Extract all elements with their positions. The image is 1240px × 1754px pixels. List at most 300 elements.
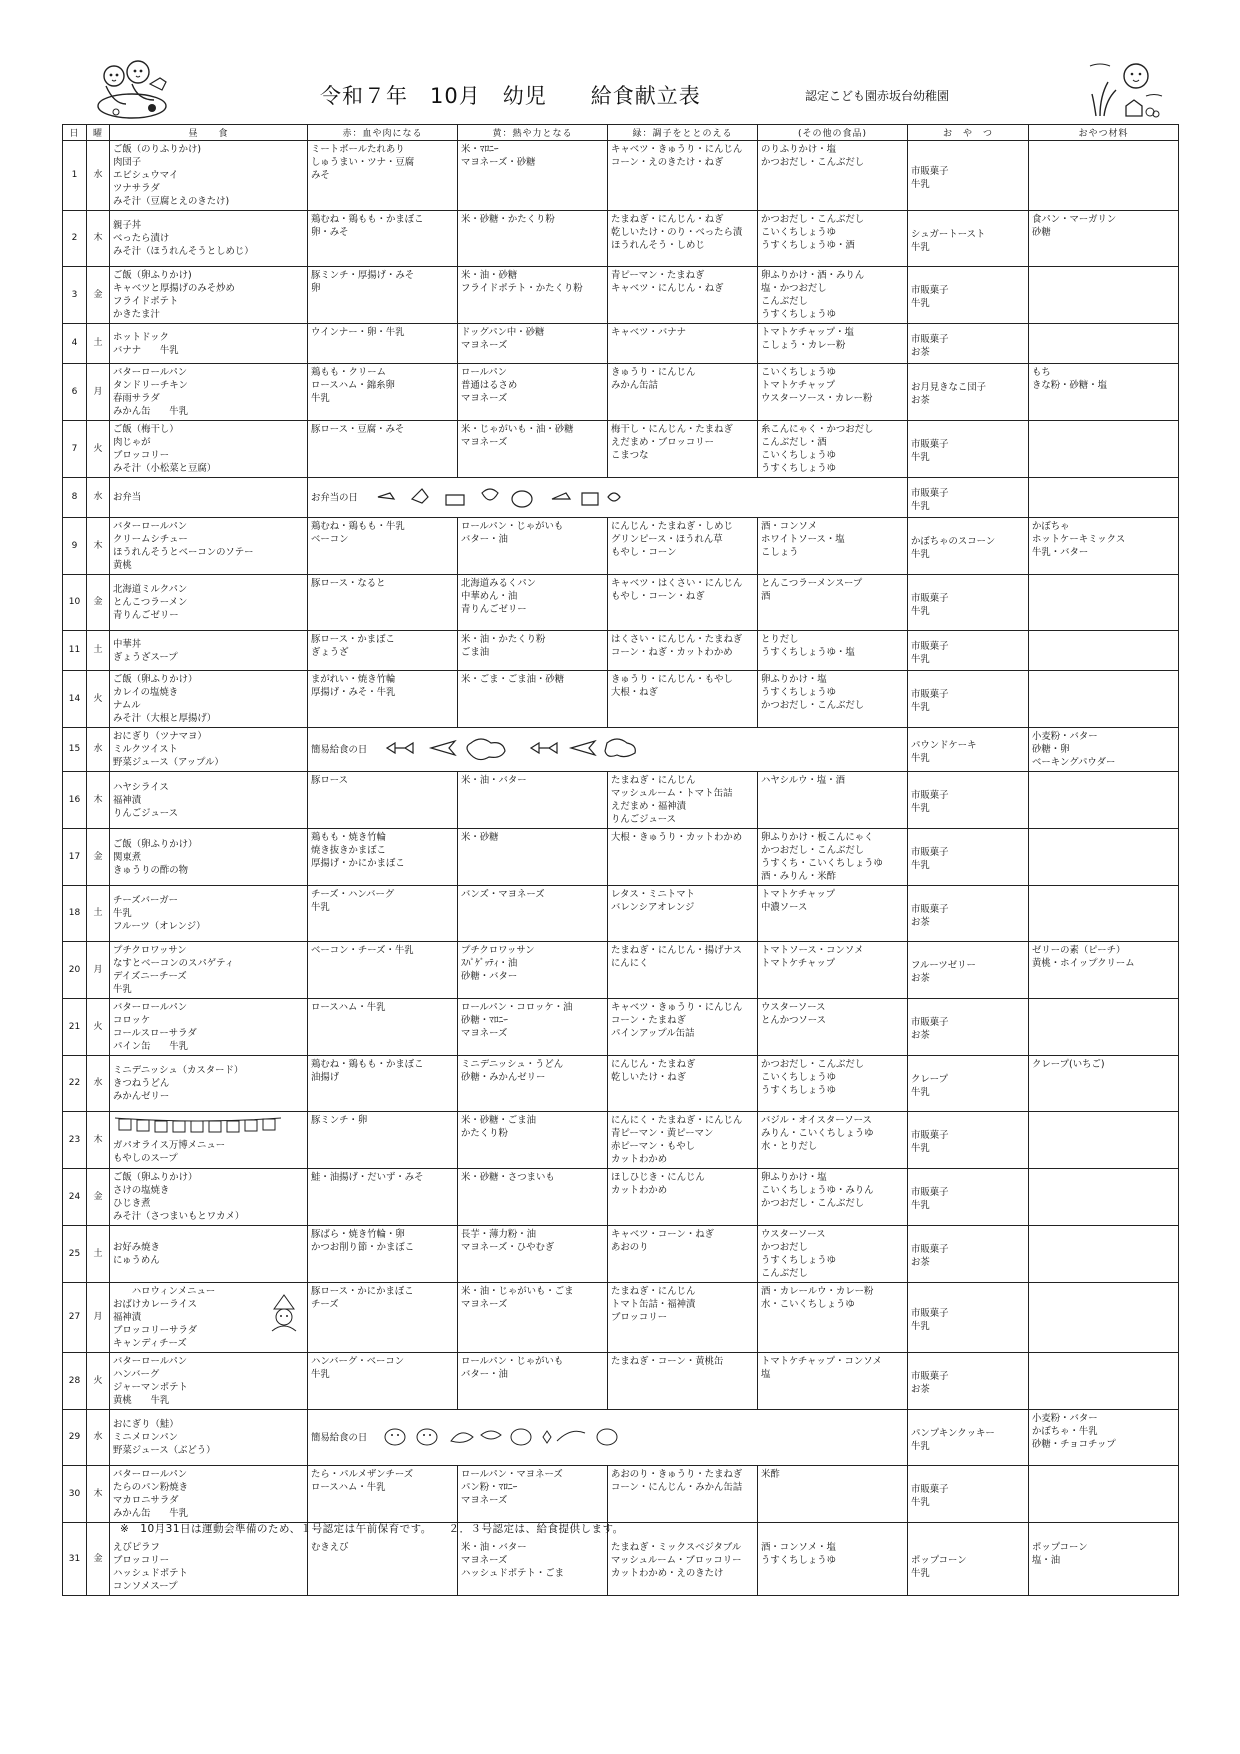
menu-table <box>62 124 1179 1596</box>
day-of-week: 水 <box>87 478 110 518</box>
green-foods-text: にんじん・たまねぎ 乾しいたけ・ねぎ <box>611 1059 696 1083</box>
red-foods-text: 豚ロース <box>311 775 349 786</box>
yellow-foods-text: 米・砂糖・かたくり粉 <box>461 214 555 225</box>
red-foods-text: むきえび <box>311 1542 349 1553</box>
col-header-snack: お や つ <box>908 125 1029 141</box>
lunch-menu <box>110 518 308 575</box>
day-date: 23 <box>63 1112 87 1169</box>
menu-row <box>63 211 1179 267</box>
menu-row <box>63 364 1179 421</box>
snack-ingredients: 食パン・マーガリン 砂糖 <box>1029 211 1179 267</box>
yellow-foods-text: ミニデニッシュ・うどん 砂糖・みかんゼリー <box>461 1059 564 1083</box>
yellow-group-foods <box>458 1283 608 1353</box>
children-illustration <box>92 54 172 122</box>
lunch-menu <box>110 211 308 267</box>
snack-ingredients: 小麦粉・バター 砂糖・卵 ベーキングパウダー <box>1029 728 1179 772</box>
day-date: 6 <box>63 364 87 421</box>
yellow-foods-text: 米・砂糖・ごま油 かたくり粉 <box>461 1115 537 1139</box>
special-day-label: 簡易給食の日 <box>311 744 368 755</box>
day-date: 7 <box>63 421 87 478</box>
lunch-text: バターロールパン コロッケ コールスローサラダ パイン缶 牛乳 <box>113 1002 197 1052</box>
menu-row <box>63 886 1179 942</box>
day-of-week: 水 <box>87 1410 110 1466</box>
day-of-week: 火 <box>87 1353 110 1410</box>
snack-name: 市販菓子 牛乳 <box>908 1169 1029 1226</box>
day-of-week: 火 <box>87 421 110 478</box>
green-group-foods <box>608 1169 758 1226</box>
red-group-foods <box>308 829 458 886</box>
menu-row <box>63 478 1179 518</box>
lunch-menu <box>110 1466 308 1523</box>
other-group-foods <box>758 1466 908 1523</box>
yellow-foods-text: 米・砂糖・さつまいも <box>461 1172 555 1183</box>
yellow-group-foods <box>458 575 608 631</box>
day-date: 16 <box>63 772 87 829</box>
menu-row <box>63 999 1179 1056</box>
day-date: 14 <box>63 671 87 728</box>
lunch-text: お好み焼き にゅうめん <box>113 1242 160 1266</box>
red-group-foods <box>308 1283 458 1353</box>
green-foods-text: キャベツ・コーン・ねぎ あおのり <box>611 1229 714 1253</box>
red-foods-text: 豚ロース・かにかまぼこ チーズ <box>311 1286 414 1310</box>
yellow-group-foods <box>458 1169 608 1226</box>
lunch-text: ご飯（卵ふりかけ） 関東煮 きゅうりの酢の物 <box>113 838 198 876</box>
green-foods-text: にんじん・たまねぎ・しめじ グリンピース・ほうれん草 もやし・コーン <box>611 521 733 558</box>
yellow-group-foods <box>458 141 608 211</box>
green-group-foods <box>608 267 758 324</box>
other-group-foods <box>758 421 908 478</box>
other-foods-text: 酒・カレールウ・カレー粉 水・こいくちしょうゆ <box>761 1286 874 1310</box>
green-group-foods <box>608 886 758 942</box>
green-group-foods <box>608 1112 758 1169</box>
lunch-menu <box>110 1226 308 1283</box>
red-foods-text: 豚ロース・豆腐・みそ <box>311 424 405 435</box>
red-foods-text: 豚ロース・かまぼこ ぎょうざ <box>311 634 395 658</box>
other-group-foods <box>758 1353 908 1410</box>
snack-name: 市販菓子 お茶 <box>908 1353 1029 1410</box>
red-foods-text: ベーコン・チーズ・牛乳 <box>311 945 414 956</box>
notice-text: ※ 10月31日は運動会準備のため、１号認定は午前保育です。 ２．３号認定は、給食提供します。 <box>120 1523 624 1535</box>
snack-ingredients <box>1029 1112 1179 1169</box>
menu-row <box>63 141 1179 211</box>
lunch-text: バターロールパン タンドリーチキン 春雨サラダ みかん缶 牛乳 <box>113 367 189 417</box>
lunch-text: おにぎり（鮭） ミニメロンパン 野菜ジュース（ぶどう） <box>113 1419 216 1456</box>
lunch-menu <box>110 999 308 1056</box>
red-group-foods <box>308 886 458 942</box>
lunch-menu <box>110 324 308 364</box>
green-foods-text: 梅干し・にんじん・たまねぎ えだまめ・ブロッコリー こまつな <box>611 424 733 461</box>
snack-ingredients <box>1029 886 1179 942</box>
other-foods-text: トマトケチャップ・コンソメ 塩 <box>761 1356 882 1380</box>
other-foods-text: 卵ふりかけ・酒・みりん 塩・かつおだし こんぶだし うすくちしょうゆ <box>761 270 865 320</box>
col-header-red: 赤：血や肉になる <box>308 125 458 141</box>
menu-row <box>63 1169 1179 1226</box>
col-header-snack-ingredients: おやつ材料 <box>1029 125 1179 141</box>
day-date: 28 <box>63 1353 87 1410</box>
yellow-group-foods <box>458 1466 608 1523</box>
lunch-menu <box>110 141 308 211</box>
red-foods-text: たら・パルメザンチーズ ロースハム・牛乳 <box>311 1469 414 1493</box>
menu-row <box>63 1410 1179 1466</box>
yellow-foods-text: プチクロワッサン ｽﾊﾟｹﾞｯﾃｨ・油 砂糖・バター <box>461 945 535 982</box>
yellow-foods-text: 米・油・じゃがいも・ごま マヨネーズ <box>461 1286 574 1310</box>
day-date: 18 <box>63 886 87 942</box>
green-group-foods <box>608 324 758 364</box>
snack-name: 市販菓子 牛乳 <box>908 575 1029 631</box>
lunch-menu <box>110 478 308 518</box>
snack-ingredients <box>1029 1169 1179 1226</box>
day-date: 8 <box>63 478 87 518</box>
green-foods-text: あおのり・きゅうり・たまねぎ コーン・にんじん・みかん缶詰 <box>611 1469 743 1493</box>
other-foods-text: 卵ふりかけ・板こんにゃく かつおだし・こんぶだし うすくち・こいくちしょうゆ 酒・みりん・米酢 <box>761 832 883 882</box>
red-group-foods <box>308 631 458 671</box>
green-group-foods <box>608 671 758 728</box>
red-group-foods <box>308 942 458 999</box>
green-foods-text: きゅうり・にんじん・もやし 大根・ねぎ <box>611 674 733 698</box>
red-group-foods <box>308 267 458 324</box>
other-group-foods <box>758 1112 908 1169</box>
yellow-foods-text: 米・油・バター <box>461 775 527 786</box>
yellow-group-foods <box>458 886 608 942</box>
yellow-foods-text: 長芋・薄力粉・油 マヨネーズ・ひやむぎ <box>461 1229 555 1253</box>
snack-ingredients <box>1029 324 1179 364</box>
snack-name: 市販菓子 牛乳 <box>908 1112 1029 1169</box>
other-group-foods <box>758 631 908 671</box>
menu-row <box>63 1523 1179 1596</box>
other-foods-text: トマトケチャップ 中濃ソース <box>761 889 836 913</box>
other-group-foods <box>758 267 908 324</box>
lunch-text: ご飯（卵ふりかけ） カレイの塩焼き ナムル みそ汁（大根と厚揚げ） <box>113 674 217 724</box>
green-foods-text: たまねぎ・にんじん・揚げナス にんにく <box>611 945 742 969</box>
snack-name: シュガートースト 牛乳 <box>908 211 1029 267</box>
menu-row <box>63 324 1179 364</box>
menu-row <box>63 1112 1179 1169</box>
green-group-foods <box>608 1466 758 1523</box>
snack-name: 市販菓子 牛乳 <box>908 141 1029 211</box>
yellow-group-foods <box>458 211 608 267</box>
red-group-foods <box>308 518 458 575</box>
snack-ingredients: 小麦粉・バター かぼちゃ・牛乳 砂糖・チョコチップ <box>1029 1410 1179 1466</box>
lunch-menu <box>110 1353 308 1410</box>
green-group-foods <box>608 942 758 999</box>
yellow-group-foods <box>458 1353 608 1410</box>
special-day-cell <box>308 478 908 518</box>
yellow-foods-text: 米・油・かたくり粉 ごま油 <box>461 634 546 658</box>
lunch-menu <box>110 1410 308 1466</box>
lunch-menu <box>110 728 308 772</box>
day-date: 2 <box>63 211 87 267</box>
day-of-week: 火 <box>87 671 110 728</box>
red-foods-text: ミートボールたれあり しゅうまい・ツナ・豆腐 みそ <box>311 144 415 181</box>
snack-name: かぼちゃのスコーン 牛乳 <box>908 518 1029 575</box>
snack-name: 市販菓子 牛乳 <box>908 478 1029 518</box>
yellow-group-foods <box>458 942 608 999</box>
day-of-week: 水 <box>87 141 110 211</box>
special-day-cell <box>308 728 908 772</box>
snack-ingredients: ゼリーの素（ピーチ） 黄桃・ホイップクリーム <box>1029 942 1179 999</box>
red-foods-text: 鶏もも・焼き竹輪 焼き抜きかまぼこ 厚揚げ・かにかまぼこ <box>311 832 405 869</box>
green-foods-text: にんにく・たまねぎ・にんじん 青ピーマン・黄ピーマン 赤ピーマン・もやし カットわかめ <box>611 1115 743 1165</box>
yellow-foods-text: 米・じゃがいも・油・砂糖 マヨネーズ <box>461 424 574 448</box>
yellow-group-foods <box>458 324 608 364</box>
day-date: 20 <box>63 942 87 999</box>
other-foods-text: 米酢 <box>761 1469 780 1480</box>
lunch-menu <box>110 421 308 478</box>
other-group-foods <box>758 1226 908 1283</box>
menu-row <box>63 267 1179 324</box>
snack-ingredients: かぼちゃ ホットケーキミックス 牛乳・バター <box>1029 518 1179 575</box>
lunch-text: バターロールパン ハンバーグ ジャーマンポテト 黄桃 牛乳 <box>113 1356 188 1406</box>
snack-ingredients: もち きな粉・砂糖・塩 <box>1029 364 1179 421</box>
lunch-text: ミニデニッシュ（カスタード） きつねうどん みかんゼリー <box>113 1065 244 1102</box>
other-group-foods <box>758 942 908 999</box>
witch-illustration <box>264 1293 304 1337</box>
other-foods-text: 糸こんにゃく・かつおだし こんぶだし・酒 こいくちしょうゆ うすくちしょうゆ <box>761 424 874 474</box>
day-of-week: 金 <box>87 1523 110 1596</box>
day-of-week: 水 <box>87 728 110 772</box>
green-foods-text: レタス・ミニトマト バレンシアオレンジ <box>611 889 696 913</box>
lunch-text: 北海道ミルクパン とんこつラーメン 青りんごゼリー <box>113 584 188 621</box>
green-foods-text: たまねぎ・にんじん トマト缶詰・福神漬 ブロッコリー <box>611 1286 696 1323</box>
day-of-week: 月 <box>87 1283 110 1353</box>
day-of-week: 木 <box>87 772 110 829</box>
green-foods-text: キャベツ・バナナ <box>611 327 687 338</box>
menu-row <box>63 1226 1179 1283</box>
snack-ingredients <box>1029 267 1179 324</box>
other-group-foods <box>758 829 908 886</box>
lunch-text: バターロールパン クリームシチュー ほうれんそうとベーコンのソテー 黄桃 <box>113 521 254 571</box>
snack-name: 市販菓子 お茶 <box>908 1226 1029 1283</box>
other-group-foods <box>758 999 908 1056</box>
red-group-foods <box>308 671 458 728</box>
day-date: 25 <box>63 1226 87 1283</box>
red-group-foods <box>308 1056 458 1112</box>
school-name: 認定こども園赤坂台幼稚園 <box>805 89 950 103</box>
menu-row <box>63 671 1179 728</box>
green-foods-text: キャベツ・はくさい・にんじん もやし・コーン・ねぎ <box>611 578 743 602</box>
day-date: 24 <box>63 1169 87 1226</box>
green-foods-text: キャベツ・きゅうり・にんじん コーン・えのきたけ・ねぎ <box>611 144 743 168</box>
lunch-text: プチクロワッサン なすとベーコンのスパゲティ デイズニーチーズ 牛乳 <box>113 945 235 995</box>
moon-pampas-illustration <box>1086 56 1166 120</box>
day-date: 3 <box>63 267 87 324</box>
yellow-group-foods <box>458 421 608 478</box>
red-foods-text: 鶏むね・鶏もも・かまぼこ 油揚げ <box>311 1059 424 1083</box>
snack-ingredients <box>1029 575 1179 631</box>
red-foods-text: ハンバーグ・ベーコン 牛乳 <box>311 1356 405 1380</box>
lunch-menu <box>110 942 308 999</box>
snack-name: 市販菓子 牛乳 <box>908 267 1029 324</box>
other-foods-text: とりだし うすくちしょうゆ・塩 <box>761 634 855 658</box>
yellow-foods-text: 米・油・バター マヨネーズ ハッシュドポテト・ごま <box>461 1542 564 1579</box>
snack-name: クレープ 牛乳 <box>908 1056 1029 1112</box>
day-of-week: 水 <box>87 1056 110 1112</box>
lunch-menu <box>110 1169 308 1226</box>
red-group-foods <box>308 999 458 1056</box>
other-foods-text: かつおだし・こんぶだし こいくちしょうゆ うすくちしょうゆ <box>761 1059 865 1096</box>
snack-ingredients <box>1029 631 1179 671</box>
red-group-foods <box>308 1112 458 1169</box>
green-group-foods <box>608 1523 758 1596</box>
day-date: 30 <box>63 1466 87 1523</box>
day-of-week: 木 <box>87 1466 110 1523</box>
bunting-illustration <box>113 1115 304 1137</box>
snack-ingredients <box>1029 1353 1179 1410</box>
col-header-dow: 曜 <box>87 125 110 141</box>
red-foods-text: 鮭・油揚げ・だいず・みそ <box>311 1172 424 1183</box>
special-day-label: 簡易給食の日 <box>311 1432 368 1443</box>
yellow-group-foods <box>458 829 608 886</box>
other-foods-text: ウスターソース かつおだし うすくちしょうゆ こんぶだし <box>761 1229 837 1279</box>
yellow-group-foods <box>458 1226 608 1283</box>
lunch-text: お弁当 <box>113 492 142 503</box>
day-date: 15 <box>63 728 87 772</box>
menu-row <box>63 1056 1179 1112</box>
day-of-week: 土 <box>87 1226 110 1283</box>
yellow-foods-text: ロールパン・コロッケ・油 砂糖・ﾏﾛﾆｰ マヨネーズ <box>461 1002 573 1039</box>
other-group-foods <box>758 1056 908 1112</box>
other-foods-text: こいくちしょうゆ トマトケチャップ ウスターソース・カレー粉 <box>761 367 873 404</box>
red-group-foods <box>308 1353 458 1410</box>
other-group-foods <box>758 886 908 942</box>
day-date: 1 <box>63 141 87 211</box>
decoration-illustration <box>381 1425 641 1451</box>
yellow-group-foods <box>458 267 608 324</box>
lunch-text: ガパオライス万博メニュー もやしのスープ <box>113 1140 226 1164</box>
red-group-foods <box>308 772 458 829</box>
lunch-text: えびピラフ ブロッコリー ハッシュドポテト コンソメスープ <box>113 1542 188 1592</box>
snack-name: お月見きなこ団子 お茶 <box>908 364 1029 421</box>
yellow-foods-text: 北海道みるくパン 中華めん・油 青りんごゼリー <box>461 578 537 615</box>
other-group-foods <box>758 575 908 631</box>
green-foods-text: ほしひじき・にんじん カットわかめ <box>611 1172 705 1196</box>
day-of-week: 金 <box>87 829 110 886</box>
other-foods-text: 酒・コンソメ ホワイトソース・塩 こしょう <box>761 521 845 558</box>
other-foods-text: かつおだし・こんぶだし こいくちしょうゆ うすくちしょうゆ・酒 <box>761 214 865 251</box>
other-foods-text: ハヤシルウ・塩・酒 <box>761 775 846 786</box>
yellow-foods-text: ロールパン・じゃがいも バター・油 <box>461 521 564 545</box>
other-foods-text: トマトケチャップ・塩 こしょう・カレー粉 <box>761 327 854 351</box>
other-foods-text: 卵ふりかけ・塩 うすくちしょうゆ かつおだし・こんぶだし <box>761 674 865 711</box>
red-group-foods <box>308 575 458 631</box>
yellow-group-foods <box>458 1112 608 1169</box>
day-of-week: 木 <box>87 518 110 575</box>
lunch-text: バターロールパン たらのパン粉焼き マカロニサラダ みかん缶 牛乳 <box>113 1469 189 1519</box>
page-title: 令和７年 10月 幼児 給食献立表 <box>320 84 701 108</box>
red-foods-text: 鶏むね・鶏もも・牛乳 ベーコン <box>311 521 405 545</box>
green-group-foods <box>608 141 758 211</box>
other-foods-text: のりふりかけ・塩 かつおだし・こんぶだし <box>761 144 865 168</box>
lunch-menu <box>110 631 308 671</box>
red-group-foods <box>308 324 458 364</box>
yellow-foods-text: 米・ﾏﾛﾆｰ マヨネーズ・砂糖 <box>461 144 536 168</box>
lunch-menu <box>110 267 308 324</box>
yellow-foods-text: 米・ごま・ごま油・砂糖 <box>461 674 565 685</box>
day-of-week: 火 <box>87 999 110 1056</box>
snack-ingredients <box>1029 829 1179 886</box>
other-group-foods <box>758 141 908 211</box>
snack-name: 市販菓子 牛乳 <box>908 829 1029 886</box>
red-foods-text: ロースハム・牛乳 <box>311 1002 386 1013</box>
yellow-foods-text: 米・油・砂糖 フライドポテト・かたくり粉 <box>461 270 583 294</box>
day-of-week: 土 <box>87 886 110 942</box>
lunch-text: ハヤシライス 福神漬 りんごジュース <box>113 781 178 819</box>
day-date: 27 <box>63 1283 87 1353</box>
snack-name: 市販菓子 牛乳 <box>908 1283 1029 1353</box>
lunch-text: ハロウィンメニュー おばけカレーライス 福神漬 ブロッコリーサラダ キャンディチーズ <box>113 1286 216 1349</box>
other-group-foods <box>758 211 908 267</box>
day-date: 31 <box>63 1523 87 1596</box>
lunch-menu <box>110 1056 308 1112</box>
other-foods-text: とんこつラーメンスープ 酒 <box>761 578 863 602</box>
other-group-foods <box>758 772 908 829</box>
red-foods-text: 鶏もも・クリーム ロースハム・錦糸卵 牛乳 <box>311 367 395 404</box>
green-group-foods <box>608 364 758 421</box>
green-foods-text: たまねぎ・ミックスベジタブル マッシュルーム・ブロッコリー カットわかめ・えのきたけ <box>611 1542 742 1579</box>
green-foods-text: 青ピーマン・たまねぎ キャベツ・にんじん・ねぎ <box>611 270 724 294</box>
green-group-foods <box>608 772 758 829</box>
lunch-menu <box>110 575 308 631</box>
snack-name: 市販菓子 牛乳 <box>908 772 1029 829</box>
green-group-foods <box>608 1226 758 1283</box>
snack-name: ポップコーン 牛乳 <box>908 1523 1029 1596</box>
menu-row <box>63 1466 1179 1523</box>
green-group-foods <box>608 631 758 671</box>
day-date: 11 <box>63 631 87 671</box>
day-of-week: 土 <box>87 324 110 364</box>
menu-row <box>63 631 1179 671</box>
green-group-foods <box>608 518 758 575</box>
day-date: 22 <box>63 1056 87 1112</box>
menu-row <box>63 829 1179 886</box>
other-foods-text: 酒・コンソメ・塩 うすくちしょうゆ <box>761 1542 837 1566</box>
snack-name: 市販菓子 牛乳 <box>908 1466 1029 1523</box>
yellow-group-foods <box>458 518 608 575</box>
other-group-foods <box>758 671 908 728</box>
day-date: 17 <box>63 829 87 886</box>
red-group-foods <box>308 211 458 267</box>
menu-row <box>63 1283 1179 1353</box>
green-foods-text: たまねぎ・にんじん マッシュルーム・トマト缶詰 えだまめ・福神漬 りんごジュース <box>611 775 733 825</box>
lunch-menu <box>110 829 308 886</box>
red-foods-text: まがれい・焼き竹輪 厚揚げ・みそ・牛乳 <box>311 674 396 698</box>
menu-body <box>63 141 1179 1596</box>
red-foods-text: 豚ミンチ・厚揚げ・みそ 卵 <box>311 270 415 294</box>
lunch-text: ご飯（のりふりかけ) 肉団子 エビシュウマイ ツナサラダ みそ汁（豆腐とえのきたけ) <box>113 144 230 207</box>
green-foods-text: たまねぎ・コーン・黄桃缶 <box>611 1356 724 1367</box>
yellow-foods-text: ドッグパン中・砂糖 マヨネーズ <box>461 327 545 351</box>
green-foods-text: はくさい・にんじん・たまねぎ コーン・ねぎ・カットわかめ <box>611 634 743 658</box>
day-of-week: 月 <box>87 942 110 999</box>
lunch-menu <box>110 1112 308 1169</box>
menu-row <box>63 942 1179 999</box>
red-foods-text: 豚ミンチ・卵 <box>311 1115 368 1126</box>
yellow-foods-text: ロールパン 普通はるさめ マヨネーズ <box>461 367 518 404</box>
yellow-group-foods <box>458 999 608 1056</box>
menu-row <box>63 421 1179 478</box>
green-foods-text: 大根・きゅうり・カットわかめ <box>611 832 743 843</box>
other-foods-text: トマトソース・コンソメ トマトケチャップ <box>761 945 864 969</box>
green-group-foods <box>608 575 758 631</box>
green-group-foods <box>608 1353 758 1410</box>
snack-ingredients <box>1029 1226 1179 1283</box>
red-foods-text: 豚ばら・焼き竹輪・卵 かつお削り節・かまぼこ <box>311 1229 415 1253</box>
green-group-foods <box>608 211 758 267</box>
green-group-foods <box>608 1283 758 1353</box>
snack-name: フルーツゼリー お茶 <box>908 942 1029 999</box>
snack-name: 市販菓子 お茶 <box>908 324 1029 364</box>
red-group-foods <box>308 364 458 421</box>
